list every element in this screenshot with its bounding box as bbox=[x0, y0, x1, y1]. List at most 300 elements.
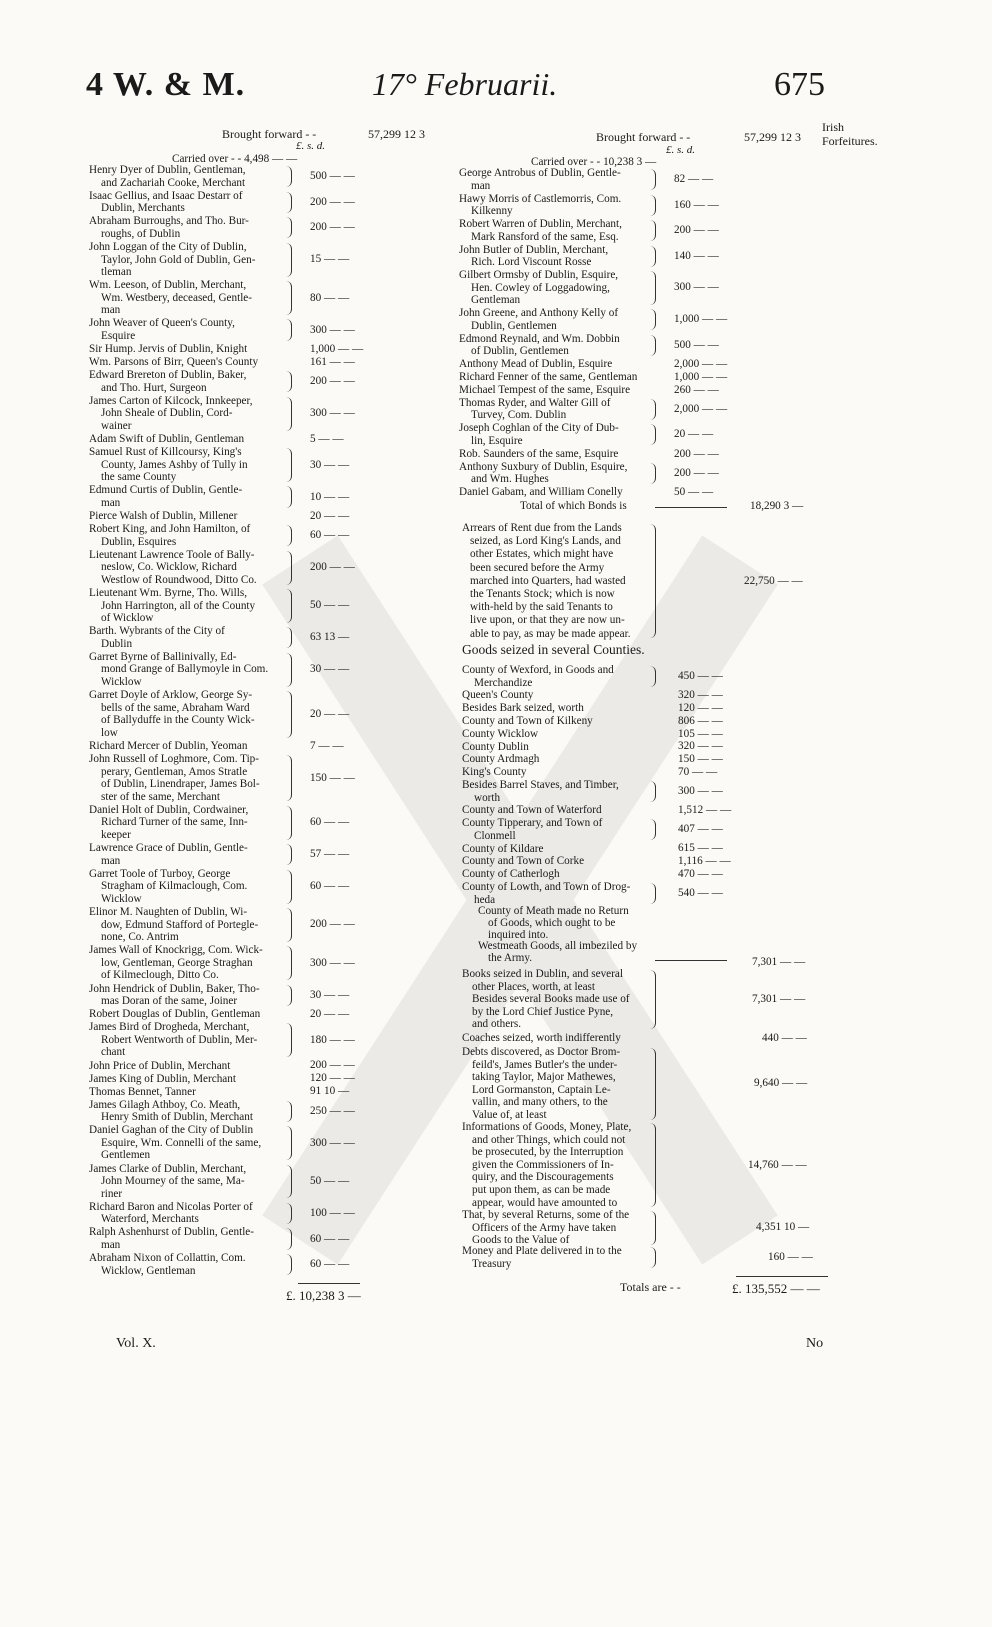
left-amount: 200 — — bbox=[310, 561, 355, 574]
left-entry-line: Westlow of Roundwood, Ditto Co. bbox=[101, 573, 257, 586]
goods-entry-line: Besides Bark seized, worth bbox=[462, 702, 584, 715]
right-brace bbox=[650, 195, 656, 216]
other-entry-line: vallin, and many others, to the bbox=[472, 1096, 608, 1109]
left-entry-line: Thomas Bennet, Tanner bbox=[89, 1085, 196, 1098]
left-brace bbox=[286, 525, 292, 546]
left-entry bbox=[89, 906, 258, 944]
left-entry-line: Ralph Ashenhurst of Dublin, Gentle- bbox=[89, 1226, 254, 1239]
left-entry-line: Garret Byrne of Ballinivally, Ed- bbox=[89, 650, 237, 663]
left-entry-line: bells of the same, Abraham Ward bbox=[101, 701, 250, 714]
left-entry bbox=[89, 317, 235, 342]
left-amount: 50 — — bbox=[310, 1174, 350, 1187]
left-entry bbox=[89, 1086, 196, 1099]
left-amount: 100 — — bbox=[310, 1206, 355, 1219]
left-amount: 60 — — bbox=[310, 816, 350, 829]
left-entry-line: James Wall of Knockrigg, Com. Wick- bbox=[89, 944, 263, 957]
left-entry-line: John Mourney of the same, Ma- bbox=[101, 1175, 245, 1188]
left-entry-line: Wicklow bbox=[101, 676, 142, 689]
left-entry-line: of Wicklow bbox=[101, 612, 154, 625]
arrears-text bbox=[462, 522, 631, 641]
left-amount: 200 — — bbox=[310, 195, 355, 208]
other-entry-line: and other Things, which could not bbox=[472, 1133, 626, 1146]
left-currency-units: £. s. d. bbox=[296, 140, 326, 152]
right-entry bbox=[459, 193, 621, 218]
meath-line: the Army. bbox=[488, 952, 533, 965]
other-amount: 4,351 10 — bbox=[756, 1221, 810, 1234]
right-amount: 1,000 — — bbox=[674, 370, 728, 383]
goods-entry-line: County and Town of Kilkeny bbox=[462, 715, 593, 727]
goods-entry-line: heda bbox=[474, 893, 496, 906]
goods-entry bbox=[462, 804, 602, 817]
left-brace bbox=[286, 243, 292, 277]
left-brace bbox=[286, 755, 292, 801]
left-brace bbox=[286, 627, 292, 648]
other-brace bbox=[650, 1048, 656, 1120]
left-entry bbox=[89, 587, 255, 625]
left-entry bbox=[89, 369, 246, 394]
right-entry-line: John Butler of Dublin, Merchant, bbox=[459, 243, 609, 256]
other-brace bbox=[650, 970, 656, 1029]
left-entry-line: Abraham Burroughs, and Tho. Bur- bbox=[89, 215, 249, 228]
other-entry-line: Officers of the Army have taken bbox=[472, 1221, 617, 1234]
goods-amount: 320 — — bbox=[678, 740, 723, 753]
left-entry-line: Daniel Gaghan of the City of Dublin bbox=[89, 1124, 254, 1137]
right-entry-line: Joseph Coghlan of the City of Dub- bbox=[459, 422, 619, 435]
goods-entry bbox=[462, 868, 560, 881]
left-amount: 500 — — bbox=[310, 170, 355, 183]
other-entry-line: Value of, at least bbox=[472, 1108, 547, 1121]
other-entry bbox=[462, 968, 630, 1031]
left-entry bbox=[89, 1201, 253, 1226]
left-entry-line: Edmund Curtis of Dublin, Gentle- bbox=[89, 484, 243, 497]
left-amount: 300 — — bbox=[310, 956, 355, 969]
right-amount: 500 — — bbox=[674, 338, 719, 351]
right-entry-line: Gentleman bbox=[471, 294, 521, 307]
left-amount: 300 — — bbox=[310, 407, 355, 420]
right-brace bbox=[650, 271, 656, 305]
left-entry-line: Wicklow, Gentleman bbox=[101, 1264, 196, 1277]
left-entry-line: man bbox=[101, 1239, 121, 1252]
left-amount: 1,000 — — bbox=[310, 342, 364, 355]
goods-brace bbox=[650, 819, 656, 840]
left-amount: 63 13 — bbox=[310, 631, 350, 644]
left-entry-line: James Bird of Drogheda, Merchant, bbox=[89, 1021, 250, 1034]
left-amount: 20 — — bbox=[310, 509, 350, 522]
left-entry-line: Abraham Nixon of Collattin, Com. bbox=[89, 1252, 246, 1265]
arrears-amount: 22,750 — — bbox=[744, 575, 803, 587]
right-entry-line: of Dublin, Gentlemen bbox=[471, 345, 569, 358]
left-entry-line: Edward Brereton of Dublin, Baker, bbox=[89, 369, 247, 382]
goods-amount: 470 — — bbox=[678, 868, 723, 880]
left-brace bbox=[286, 1023, 292, 1057]
right-amount: 2,000 — — bbox=[674, 357, 728, 370]
catchword: No bbox=[806, 1336, 824, 1351]
right-amount: 200 — — bbox=[674, 466, 719, 479]
goods-section-heading: Goods seized in several Counties. bbox=[462, 642, 645, 657]
other-entry bbox=[462, 1046, 620, 1122]
left-entry bbox=[89, 433, 244, 446]
left-entry bbox=[89, 523, 250, 548]
left-entry-line: tleman bbox=[101, 266, 132, 279]
left-entry-line: dow, Edmund Stafford of Portegle- bbox=[101, 918, 259, 931]
goods-amount: 450 — — bbox=[678, 670, 723, 683]
left-entry-line: Wm. Leeson, of Dublin, Merchant, bbox=[89, 279, 247, 292]
bonds-rule bbox=[655, 507, 727, 508]
left-entry-line: Garret Doyle of Arklow, George Sy- bbox=[89, 689, 253, 702]
right-brace bbox=[650, 335, 656, 356]
left-entry-line: of Dublin, Linendraper, James Bol- bbox=[101, 778, 260, 791]
left-brace bbox=[286, 691, 292, 737]
left-entry-line: James Clarke of Dublin, Merchant, bbox=[89, 1162, 247, 1175]
right-entry bbox=[459, 461, 627, 486]
left-entry bbox=[89, 651, 268, 689]
left-amount: 15 — — bbox=[310, 253, 350, 266]
left-entry bbox=[89, 1073, 236, 1086]
left-entry-line: wainer bbox=[101, 420, 132, 433]
goods-entry-line: County and Town of Waterford bbox=[462, 804, 602, 817]
goods-amount: 120 — — bbox=[678, 702, 723, 714]
right-brace bbox=[650, 399, 656, 420]
goods-total-rule bbox=[655, 960, 727, 961]
left-entry-line: man bbox=[101, 854, 121, 867]
right-currency-units: £. s. d. bbox=[666, 144, 696, 156]
left-entry-line: Wicklow bbox=[101, 892, 142, 905]
left-entry-line: Esquire bbox=[101, 330, 136, 343]
right-amount: 1,000 — — bbox=[674, 313, 728, 326]
goods-entry bbox=[462, 689, 533, 702]
left-entry-line: John Harrington, all of the County bbox=[101, 599, 256, 612]
right-entry-line: Michael Tempest of the same, Esquire bbox=[459, 383, 631, 396]
left-amount: 300 — — bbox=[310, 323, 355, 336]
left-brace bbox=[286, 985, 292, 1006]
left-brace bbox=[286, 653, 292, 687]
left-amount: 20 — — bbox=[310, 707, 350, 720]
goods-brace bbox=[650, 666, 656, 687]
meath-line: of Goods, which ought to be bbox=[488, 916, 616, 929]
left-amount: 60 — — bbox=[310, 1258, 350, 1271]
goods-entry-line: County Wicklow bbox=[462, 727, 539, 740]
other-entry-line: other Places, worth, at least bbox=[472, 980, 596, 993]
right-entry bbox=[459, 397, 610, 422]
left-amount: 60 — — bbox=[310, 1232, 350, 1245]
goods-entry-line: County and Town of Corke bbox=[462, 855, 585, 868]
right-entry bbox=[459, 371, 637, 384]
arrears-line: live upon, or that they are now un- bbox=[470, 614, 625, 627]
left-entry bbox=[89, 740, 247, 753]
goods-amount: 320 — — bbox=[678, 689, 723, 702]
left-entry bbox=[89, 164, 246, 189]
right-entry bbox=[459, 307, 618, 332]
goods-amount: 1,116 — — bbox=[678, 855, 731, 868]
right-entry bbox=[459, 167, 621, 192]
left-entry-line: John Loggan of the City of Dublin, bbox=[89, 240, 247, 253]
left-entry-line: Garret Toole of Turboy, George bbox=[89, 867, 231, 880]
right-amount: 200 — — bbox=[674, 224, 719, 237]
right-entry-line: John Greene, and Anthony Kelly of bbox=[459, 307, 619, 320]
right-entry-line: man bbox=[471, 179, 491, 192]
left-entry-line: Lieutenant Lawrence Toole of Bally- bbox=[89, 548, 255, 561]
goods-entry-line: County of Kildare bbox=[462, 842, 544, 855]
left-amount: 57 — — bbox=[310, 848, 350, 861]
goods-entry bbox=[462, 881, 630, 906]
left-entry-line: Waterford, Merchants bbox=[101, 1213, 199, 1226]
left-brought-forward-label: Brought forward - - bbox=[222, 127, 317, 141]
bonds-total-value: 18,290 3 — bbox=[750, 500, 804, 512]
left-brace bbox=[286, 281, 292, 315]
left-brace bbox=[286, 1126, 292, 1160]
left-brace bbox=[286, 192, 292, 213]
right-brace bbox=[650, 309, 656, 330]
left-entry bbox=[89, 842, 248, 867]
right-amount: 300 — — bbox=[674, 281, 719, 294]
right-entry-line: Robert Warren of Dublin, Merchant, bbox=[459, 218, 622, 230]
left-brace bbox=[286, 589, 292, 623]
left-brace bbox=[286, 551, 292, 585]
other-entry-line: appear, would have amounted to bbox=[472, 1196, 618, 1209]
left-entry-line: roughs, of Dublin bbox=[101, 227, 181, 240]
other-entry-line: Debts discovered, as Doctor Brom- bbox=[462, 1046, 621, 1058]
left-amount: 300 — — bbox=[310, 1136, 355, 1149]
right-amount: 140 — — bbox=[674, 249, 719, 262]
left-entry-line: Henry Dyer of Dublin, Gentleman, bbox=[89, 164, 246, 176]
other-entry-line: given the Commissioners of In- bbox=[472, 1158, 614, 1171]
left-entry bbox=[89, 944, 263, 982]
goods-entry bbox=[462, 779, 619, 804]
left-brace bbox=[286, 448, 292, 482]
other-brace bbox=[650, 1123, 656, 1207]
right-entry-line: George Antrobus of Dublin, Gentle- bbox=[459, 167, 621, 179]
margin-note: Irish Forfeitures. bbox=[822, 120, 878, 148]
left-entry bbox=[89, 1226, 254, 1251]
totals-rule bbox=[736, 1276, 828, 1277]
left-amount: 7 — — bbox=[310, 739, 344, 752]
right-entry-line: Anthony Suxbury of Dublin, Esquire, bbox=[459, 460, 628, 473]
left-entry-line: Dublin, Merchants bbox=[101, 202, 185, 215]
left-entry-line: Barth. Wybrants of the City of bbox=[89, 625, 225, 638]
other-amount: 7,301 — — bbox=[752, 993, 806, 1005]
left-entry bbox=[89, 356, 258, 369]
left-amount: 80 — — bbox=[310, 291, 350, 304]
left-entry-line: Stragham of Kilmaclough, Com. bbox=[101, 880, 248, 893]
left-entry-line: John Sheale of Dublin, Cord- bbox=[101, 407, 233, 420]
running-head-date: 17° Februarii. bbox=[372, 66, 558, 102]
left-entry-line: mond Grange of Ballymoyle in Com. bbox=[101, 663, 269, 676]
left-entry-line: Wm. Parsons of Birr, Queen's County bbox=[89, 356, 259, 369]
right-carried-over: Carried over - - 10,238 3 — bbox=[531, 156, 657, 168]
left-total-rule bbox=[298, 1283, 360, 1284]
arrears-line: been secured before the Army bbox=[470, 561, 605, 574]
right-entry bbox=[459, 384, 630, 397]
left-entry-line: Sir Hump. Jervis of Dublin, Knight bbox=[89, 343, 248, 356]
left-entry-line: low bbox=[101, 726, 118, 739]
left-entry-line: James King of Dublin, Merchant bbox=[89, 1072, 236, 1085]
left-entry-line: Daniel Holt of Dublin, Cordwainer, bbox=[89, 803, 249, 816]
right-entry-line: Rob. Saunders of the same, Esquire bbox=[459, 447, 619, 460]
left-entry-line: Robert Wentworth of Dublin, Mer- bbox=[101, 1033, 258, 1046]
other-entry bbox=[462, 1209, 629, 1247]
other-entry-line: be prosecuted, by the Interruption bbox=[472, 1146, 624, 1159]
arrears-brace bbox=[650, 524, 656, 638]
left-entry bbox=[89, 625, 225, 650]
goods-entry-line: County Dublin bbox=[462, 740, 529, 753]
other-entry-line: Informations of Goods, Money, Plate, bbox=[462, 1121, 632, 1133]
other-entry bbox=[462, 1245, 622, 1270]
left-entry bbox=[89, 241, 255, 279]
goods-amount: 806 — — bbox=[678, 714, 723, 727]
goods-entry bbox=[462, 753, 539, 766]
left-entry-line: mas Doran of the same, Joiner bbox=[101, 995, 238, 1008]
left-amount: 200 — — bbox=[310, 375, 355, 388]
left-amount: 180 — — bbox=[310, 1033, 355, 1046]
totals-value: £. 135,552 — — bbox=[732, 1281, 820, 1296]
right-brace bbox=[650, 463, 656, 484]
left-brace bbox=[286, 908, 292, 942]
left-entry-line: none, Co. Antrim bbox=[101, 931, 179, 944]
left-entry bbox=[89, 446, 248, 484]
left-entry-line: Taylor, John Gold of Dublin, Gen- bbox=[101, 253, 256, 266]
right-amount: 260 — — bbox=[674, 383, 719, 396]
left-entry-line: Henry Smith of Dublin, Merchant bbox=[101, 1111, 253, 1124]
left-brace bbox=[286, 844, 292, 865]
left-amount: 30 — — bbox=[310, 663, 350, 676]
left-entry-line: Isaac Gellius, and Isaac Destarr of bbox=[89, 189, 243, 202]
right-entry-line: Daniel Gabam, and William Conelly bbox=[459, 486, 623, 499]
left-entry bbox=[89, 868, 247, 906]
right-entry bbox=[459, 448, 618, 461]
left-amount: 60 — — bbox=[310, 529, 350, 542]
left-carried-over: Carried over - - 4,498 — — bbox=[172, 153, 298, 165]
other-entry-line: quiry, and the Discouragements bbox=[472, 1171, 614, 1184]
right-entry-line: and Wm. Hughes bbox=[471, 473, 549, 486]
right-entry-line: Rich. Lord Viscount Rosse bbox=[471, 256, 592, 269]
right-entry-line: Kilkenny bbox=[471, 205, 513, 218]
goods-entry-line: County of Lowth, and Town of Drog- bbox=[462, 881, 631, 893]
left-amount: 161 — — bbox=[310, 355, 355, 368]
left-brace bbox=[286, 319, 292, 340]
left-total: £. 10,238 3 — bbox=[286, 1288, 361, 1303]
goods-entry bbox=[462, 715, 593, 728]
left-brace bbox=[286, 1165, 292, 1199]
left-entry-line: chant bbox=[101, 1046, 126, 1059]
goods-entry-line: Clonmell bbox=[474, 829, 516, 842]
other-entry-line: and others. bbox=[472, 1018, 522, 1031]
goods-entry-line: Queen's County bbox=[462, 689, 534, 702]
left-entry-line: Samuel Rust of Killcoursy, King's bbox=[89, 446, 242, 459]
left-brace bbox=[286, 1254, 292, 1275]
left-amount: 200 — — bbox=[310, 1059, 355, 1072]
left-entry bbox=[89, 1252, 246, 1277]
goods-brace bbox=[650, 883, 656, 904]
left-entry-line: the same County bbox=[101, 471, 177, 484]
goods-total: 7,301 — — bbox=[752, 956, 806, 968]
left-entry bbox=[89, 484, 242, 509]
right-amount: 160 — — bbox=[674, 198, 719, 211]
left-amount: 200 — — bbox=[310, 918, 355, 931]
right-brace bbox=[650, 169, 656, 190]
left-entry-line: Esquire, Wm. Connelli of the same, bbox=[101, 1136, 262, 1149]
right-entry-line: Turvey, Com. Dublin bbox=[471, 409, 567, 422]
right-entry-line: lin, Esquire bbox=[471, 434, 523, 447]
goods-entry bbox=[462, 817, 602, 842]
left-brace bbox=[286, 806, 292, 840]
left-entry bbox=[89, 279, 252, 317]
right-brought-forward-label: Brought forward - - bbox=[596, 130, 691, 144]
left-entry-line: Wm. Westbery, deceased, Gentle- bbox=[101, 291, 252, 304]
left-entry bbox=[89, 215, 249, 240]
left-entry-line: County, James Ashby of Tully in bbox=[101, 458, 248, 471]
running-head-regnal-year: 4 W. & M. bbox=[86, 66, 246, 103]
left-entry-line: Gentlemen bbox=[101, 1149, 151, 1162]
right-entry-line: Mark Ransford of the same, Esq. bbox=[471, 230, 619, 243]
right-amount: 82 — — bbox=[674, 173, 714, 186]
other-entry-line: That, by several Returns, some of the bbox=[462, 1209, 630, 1221]
goods-amount: 300 — — bbox=[678, 785, 723, 798]
left-entry-line: ster of the same, Merchant bbox=[101, 790, 220, 803]
arrears-line: Arrears of Rent due from the Lands bbox=[462, 522, 622, 534]
left-entry-line: James Gilagh Athboy, Co. Meath, bbox=[89, 1098, 241, 1111]
left-amount: 150 — — bbox=[310, 771, 355, 784]
left-entry-line: Richard Turner of the same, Inn- bbox=[101, 816, 248, 829]
arrears-line: seized, as Lord King's Lands, and bbox=[470, 535, 621, 548]
left-amount: 250 — — bbox=[310, 1104, 355, 1117]
right-entry-line: Hawy Morris of Castlemorris, Com. bbox=[459, 192, 622, 205]
right-brought-forward-value: 57,299 12 3 bbox=[744, 130, 801, 144]
other-entry-line: feild's, James Butler's the under- bbox=[472, 1058, 618, 1071]
left-brace bbox=[286, 217, 292, 238]
left-entry bbox=[89, 1163, 246, 1201]
right-entry-line: Thomas Ryder, and Walter Gill of bbox=[459, 396, 611, 409]
left-amount: 120 — — bbox=[310, 1072, 355, 1085]
right-entry-line: Dublin, Gentlemen bbox=[471, 319, 557, 332]
arrears-line: with-held by the said Tenants to bbox=[470, 601, 613, 614]
left-amount: 30 — — bbox=[310, 988, 350, 1001]
goods-entry bbox=[462, 728, 538, 741]
left-entry-line: Pierce Walsh of Dublin, Millener bbox=[89, 510, 238, 523]
meath-line: County of Meath made no Return bbox=[478, 905, 629, 917]
left-entry bbox=[89, 753, 260, 803]
left-brace bbox=[286, 371, 292, 392]
other-amount: 14,760 — — bbox=[748, 1158, 807, 1171]
left-entry bbox=[89, 1060, 230, 1073]
other-entry-line: put upon them, as can be made bbox=[472, 1183, 611, 1196]
goods-amount: 105 — — bbox=[678, 727, 723, 740]
left-amount: 10 — — bbox=[310, 490, 350, 503]
left-entry-line: of Kilmeclough, Ditto Co. bbox=[101, 969, 219, 982]
left-entry-line: riner bbox=[101, 1187, 123, 1200]
right-amount: 50 — — bbox=[674, 486, 714, 498]
right-entry-line: Richard Fenner of the same, Gentleman bbox=[459, 371, 638, 383]
left-entry-line: of Ballyduffe in the County Wick- bbox=[101, 714, 255, 727]
left-entry-line: Adam Swift of Dublin, Gentleman bbox=[89, 433, 245, 446]
left-entry-line: Dublin, Esquires bbox=[101, 535, 177, 548]
other-entry-line: taking Taylor, Major Mathewes, bbox=[472, 1071, 616, 1084]
right-brace bbox=[650, 246, 656, 267]
left-entry-line: Robert King, and John Hamilton, of bbox=[89, 523, 251, 536]
goods-entry bbox=[462, 855, 584, 868]
left-entry-line: Lawrence Grace of Dublin, Gentle- bbox=[89, 842, 248, 855]
left-entry-line: Lieutenant Wm. Byrne, Tho. Wills, bbox=[89, 587, 248, 599]
goods-amount: 150 — — bbox=[678, 753, 723, 766]
goods-entry-line: Merchandize bbox=[474, 676, 533, 689]
left-entry-line: neslow, Co. Wicklow, Richard bbox=[101, 561, 237, 574]
bonds-total-label: Total of which Bonds is bbox=[520, 500, 627, 512]
left-entry-line: John Weaver of Queen's County, bbox=[89, 317, 235, 330]
goods-entry-line: worth bbox=[474, 791, 501, 804]
left-entry-line: Elinor M. Naughten of Dublin, Wi- bbox=[89, 906, 248, 919]
right-entry bbox=[459, 244, 608, 269]
right-amount: 2,000 — — bbox=[674, 402, 728, 415]
other-entry-line: Treasury bbox=[472, 1257, 512, 1270]
